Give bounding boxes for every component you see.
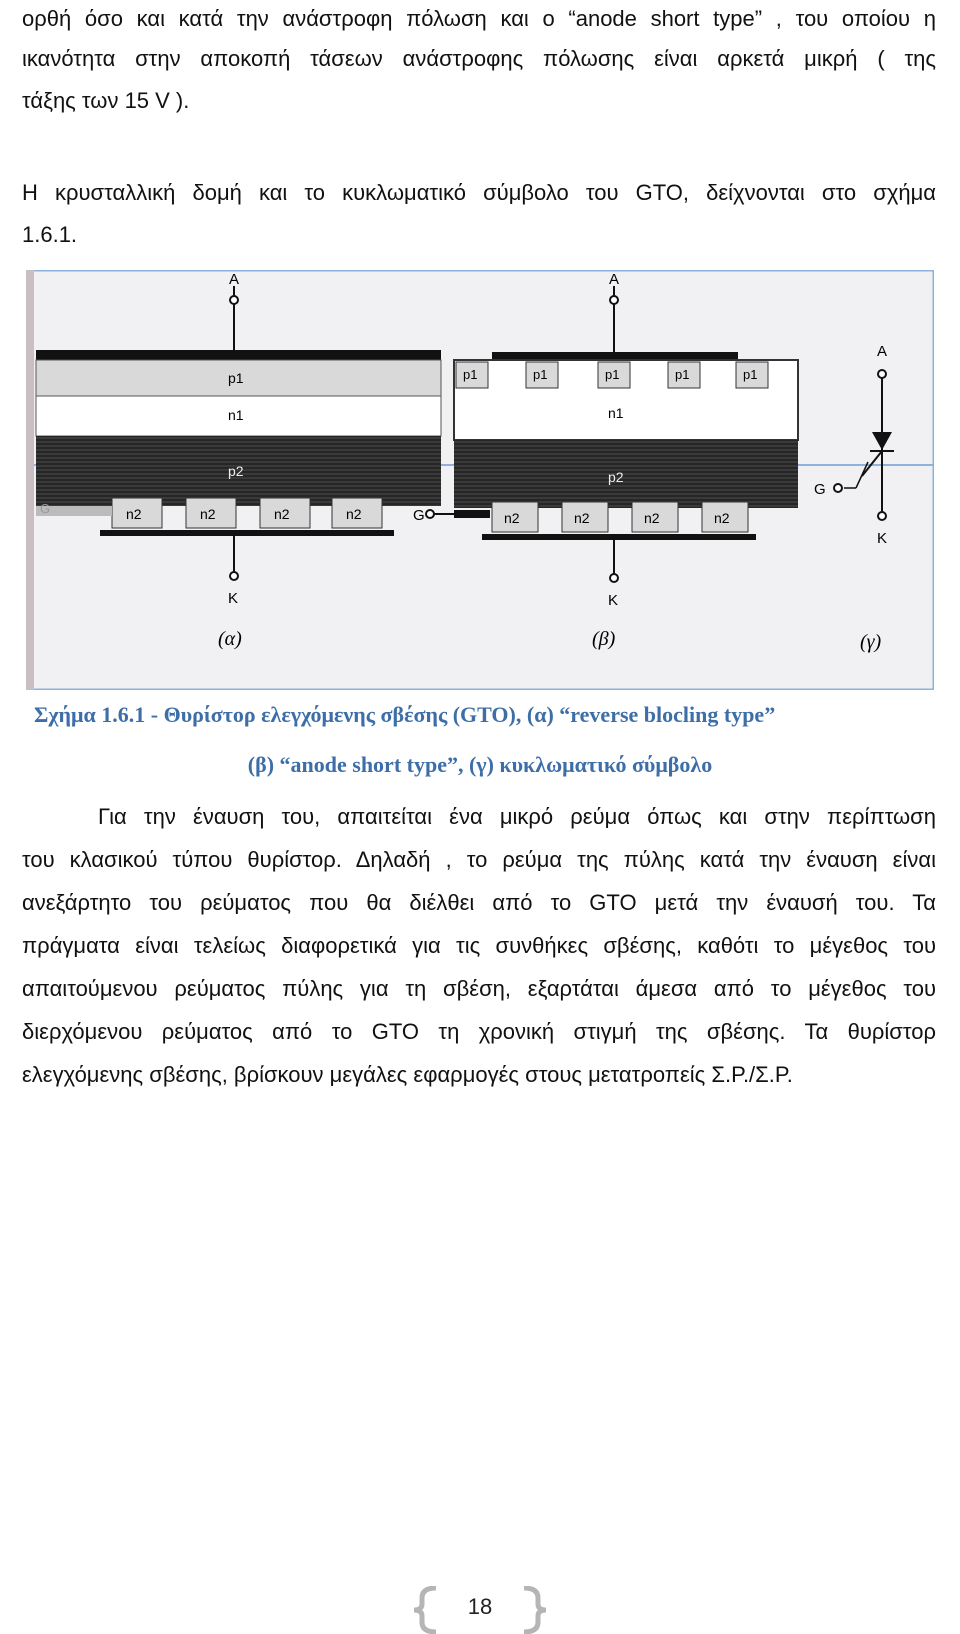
layer-label-p2-b: p2 [608, 469, 624, 485]
page-footer [0, 1586, 960, 1634]
figure-caption-line-1: Σχήμα 1.6.1 - Θυρίστορ ελεγχόμενης σβέσης (GTO), (α) “reverse blocling type” [34, 702, 776, 727]
gate-label-a: G [40, 501, 51, 516]
left-brace-icon [412, 1586, 442, 1634]
gto-structure-figure [26, 270, 934, 690]
right-brace-icon [518, 1586, 548, 1634]
anode-label-b: A [609, 271, 620, 288]
gate-label-c: G [814, 481, 826, 498]
body-line-1: Για την έναυση του, απαιτείται ένα μικρό ρεύμα όπως και στην περίπτωση [98, 804, 936, 829]
layer-p2-b [454, 440, 798, 508]
body-line-4: πράγματα είναι τελείως διαφορετικά για τις συνθήκες σβέσης, καθότι το μέγεθος του [22, 933, 936, 958]
panel-caption-c: (γ) [860, 631, 882, 653]
body-line-5: απαιτούμενου ρεύματος πύλης για τη σβέση, εξαρτάται άμεσα από το μέγεθος του [22, 976, 936, 1001]
layer-label-n1-a: n1 [228, 407, 244, 423]
gate-terminal-c [834, 484, 842, 492]
body-line-6: διερχόμενου ρεύματος από το GTO τη χρονική στιγμή της σβέσης. Τα θυρίστορ [22, 1019, 936, 1044]
segment-label-p1-b-3: p1 [605, 367, 620, 382]
figure-intro-line-2: 1.6.1. [22, 222, 78, 247]
body-line-2: του κλασικού τύπου θυρίστορ. Δηλαδή , το ρεύμα της πύλης κατά την έναυση είναι [22, 847, 936, 872]
figure-intro-line-1: Η κρυσταλλική δομή και το κυκλωματικό σύμβολο του GTO, δείχνονται στο σχήμα [22, 180, 936, 205]
gate-label-b: G [413, 507, 425, 524]
segment-label-n2-a-3: n2 [274, 506, 290, 522]
cathode-label-a: K [228, 590, 239, 607]
anode-contact-b [492, 352, 738, 360]
segment-label-p1-b-1: p1 [463, 367, 478, 382]
cathode-contact-b [482, 534, 756, 540]
cathode-label-b: K [608, 592, 619, 609]
layer-label-n1-b: n1 [608, 405, 624, 421]
gate-terminal-b [426, 510, 434, 518]
anode-terminal-c [878, 370, 886, 378]
figure-caption-line-2: (β) “anode short type”, (γ) κυκλωματικό σύμβολο [247, 752, 713, 777]
segment-label-n2-b-2: n2 [574, 510, 590, 526]
segment-label-n2-b-1: n2 [504, 510, 520, 526]
anode-terminal-a [230, 296, 238, 304]
cathode-contact-a [100, 530, 394, 536]
anode-contact-a [36, 350, 441, 360]
anode-terminal-b [610, 296, 618, 304]
intro-line-1: ορθή όσο και κατά την ανάστροφη πόλωση και ο “anode short type” , του οποίου η [22, 6, 936, 31]
cathode-terminal-c [878, 512, 886, 520]
panel-caption-b: (β) [592, 628, 616, 650]
figure-left-edge [26, 270, 34, 690]
anode-label-c: A [877, 343, 888, 360]
panel-caption-a: (α) [218, 628, 242, 650]
layer-label-p2-a: p2 [228, 463, 244, 479]
segment-label-n2-a-2: n2 [200, 506, 216, 522]
segment-label-p1-b-4: p1 [675, 367, 690, 382]
intro-line-2: ικανότητα στην αποκοπή τάσεων ανάστροφης πόλωσης είναι αρκετά μικρή ( της [22, 46, 936, 71]
segment-label-n2-b-4: n2 [714, 510, 730, 526]
cathode-label-c: K [877, 530, 888, 547]
segment-label-n2-a-1: n2 [126, 506, 142, 522]
body-line-3: ανεξάρτητο του ρεύματος που θα διέλθει από το GTO μετά την έναυσή του. Τα [22, 890, 936, 915]
segment-label-n2-b-3: n2 [644, 510, 660, 526]
segment-label-p1-b-2: p1 [533, 367, 548, 382]
intro-line-3: τάξης των 15 V ). [22, 88, 190, 113]
anode-label-a: A [229, 271, 240, 288]
segment-label-n2-a-4: n2 [346, 506, 362, 522]
cathode-terminal-a [230, 572, 238, 580]
body-line-7: ελεγχόμενης σβέσης, βρίσκουν μεγάλες εφαρμογές στους μετατροπείς Σ.Ρ./Σ.Ρ. [22, 1062, 793, 1087]
layer-label-p1-a: p1 [228, 370, 244, 386]
cathode-terminal-b [610, 574, 618, 582]
gate-contact-b [454, 510, 490, 518]
page-number: 18 [467, 1594, 493, 1619]
segment-label-p1-b-5: p1 [743, 367, 758, 382]
